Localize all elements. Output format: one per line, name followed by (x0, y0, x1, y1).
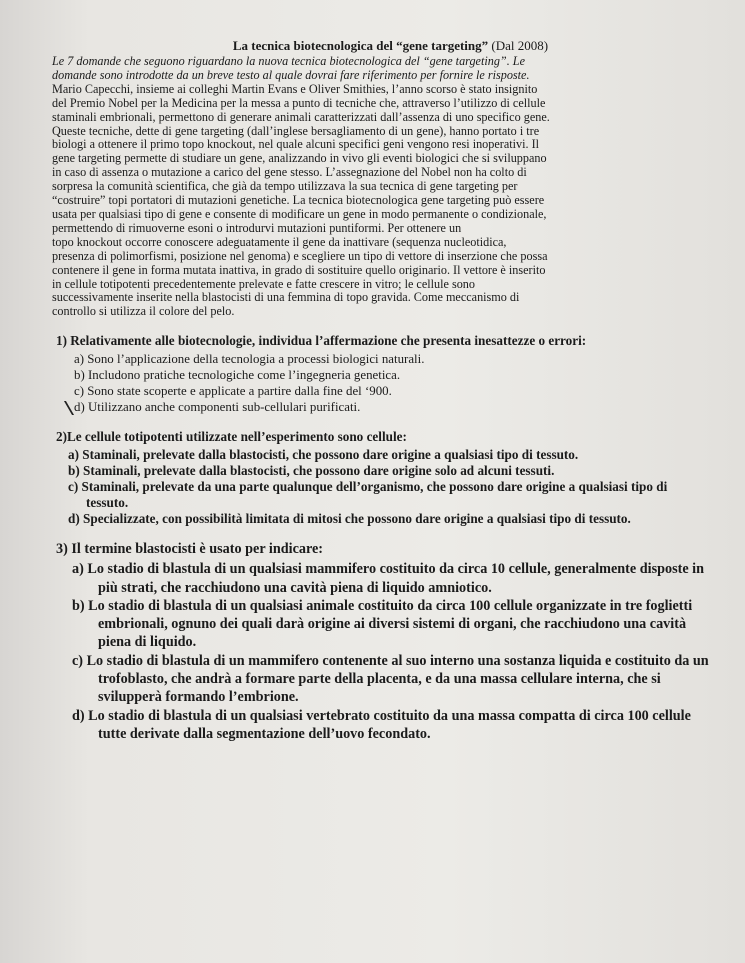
question-1 (52, 333, 711, 415)
intro-line: in cellule totipotenti precedentemente prelevate e fatte crescere in vitro; le cellule sono (52, 276, 475, 291)
intro-line: contenere il gene in forma mutata inattiva, in grado di sostituire quello originario. Il vettore è inserito (52, 262, 546, 277)
answer-option-b[interactable]: b) Staminali, prelevate dalla blastocisti, che possono dare origine solo ad alcuni tessuti. (68, 463, 555, 479)
intro-line: “costruire” topi portatori di mutazioni genetiche. La tecnica biotecnologica gene targeting può essere (52, 193, 545, 208)
answer-options (52, 560, 711, 743)
question-2 (52, 429, 711, 527)
question-title: 2)Le cellule totipotenti utilizzate nell’esperimento sono cellule: (56, 429, 407, 445)
answer-option-a[interactable]: a) Sono l’applicazione della tecnologia a processi biologici naturali. (74, 352, 425, 367)
answer-option-d[interactable]: d) Lo stadio di blastula di un qualsiasi vertebrato costituito da una massa compatta di circa 100 cellule tutte derivate dalla segmentazione dell’uovo fecondato. (72, 707, 691, 742)
intro-line: Le 7 domande che seguono riguardano la nuova tecnica biotecnologica del “gene targeting”. Le (52, 54, 525, 68)
intro-line: Mario Capecchi, insieme ai colleghi Martin Evans e Oliver Smithies, l’anno scorso è stato insignito (52, 81, 538, 96)
intro-line: domande sono introdotte da un breve testo al quale dovrai fare riferimento per fornire le risposte. (52, 67, 530, 82)
intro-text (52, 55, 711, 319)
answer-option-c[interactable]: c) Sono state scoperte e applicate a partire dalla fine del ‘900. (74, 384, 392, 399)
intro-line: presenza di polimorfismi, posizione nel genoma) e scegliere un tipo di vettore di inserzione che possa (52, 248, 548, 263)
answer-option-c[interactable]: c) Lo stadio di blastula di un mammifero contenente al suo interno una sostanza liquida e costituito da un trofoblasto, che andrà a formare parte della placenta, e da una massa cellulare interna, che si svilupperà formando l’embrione. (72, 652, 709, 706)
answer-option-b[interactable]: b) Includono pratiche tecnologiche come l’ingegneria genetica. (74, 368, 401, 383)
answer-options (52, 447, 711, 527)
intro-line: biologi a ottenere il primo topo knockout, nel quale alcuni specifici geni vengono resi inoperativi. Il (52, 137, 540, 152)
intro-line: usata per qualsiasi tipo di gene e consente di modificare un gene in modo permanente o condizionale, (52, 206, 547, 221)
intro-line: gene targeting permette di studiare un gene, analizzando in vivo gli eventi biologici che si sviluppano (52, 151, 547, 166)
intro-line: permettendo di rimuoverne esoni o introdurvi mutazioni puntiformi. Per ottenere un (52, 220, 462, 235)
document-title (70, 38, 711, 54)
intro-line: successivamente inserite nella blastocisti di una femmina di topo gravida. Come meccanismo di (52, 290, 520, 305)
intro-line: in caso di assenza o mutazione a carico del gene stesso. L’assegnazione del Nobel non ha colto di (52, 165, 527, 180)
intro-line: staminali embrionali, permettono di generare animali caratterizzati dall’assenza di uno specifico gene. (52, 109, 550, 124)
answer-option-d[interactable]: d) Specializzate, con possibilità limitata di mitosi che possono dare origine a qualsiasi tipo di tessuto. (68, 511, 631, 527)
intro-line: del Premio Nobel per la Medicina per la messa a punto di tecniche che, attraverso l’utilizzo di cellule (52, 95, 546, 110)
title-text: La tecnica biotecnologica del “gene targeting” (232, 38, 489, 53)
answer-option-a[interactable]: a) Staminali, prelevate dalla blastocisti, che possono dare origine a qualsiasi tipo di tessuto. (68, 447, 579, 463)
intro-line: Queste tecniche, dette di gene targeting (dall’inglese bersagliamento di un gene), hanno portato i tre (52, 123, 540, 138)
answer-option-c[interactable]: c) Staminali, prelevate da una parte qualunque dell’organismo, che possono dare origine a qualsiasi tipo di tessuto. (68, 479, 668, 511)
answer-option-d[interactable]: d) Utilizzano anche componenti sub-cellulari purificati. (74, 399, 711, 415)
answer-option-b[interactable]: b) Lo stadio di blastula di un qualsiasi animale costituito da circa 100 cellule organizzate in tre foglietti embrionali, ognuno dei quali darà origine ai diversi sistemi di organi, che racchiudono una cavità piena di liquido. (72, 597, 693, 651)
intro-line: topo knockout occorre conoscere adeguatamente il gene da inattivare (sequenza nucleotidica, (52, 234, 507, 249)
question-3 (52, 541, 711, 743)
title-source: (Dal 2008) (491, 38, 549, 53)
intro-line: controllo si utilizza il colore del pelo. (52, 304, 235, 319)
intro-line: sorpresa la comunità scientifica, che già da tempo utilizzava la sua tecnica di gene targeting per (52, 179, 518, 194)
answer-options (52, 351, 711, 415)
question-title: 1) Relativamente alle biotecnologie, individua l’affermazione che presenta inesattezze o errori: (56, 333, 587, 349)
question-title: 3) Il termine blastocisti è usato per indicare: (56, 541, 324, 558)
answer-option-a[interactable]: a) Lo stadio di blastula di un qualsiasi mammifero costituito da circa 10 cellule, generalmente disposte in più strati, che racchiudono una cavità piena di liquido amniotico. (72, 561, 705, 596)
